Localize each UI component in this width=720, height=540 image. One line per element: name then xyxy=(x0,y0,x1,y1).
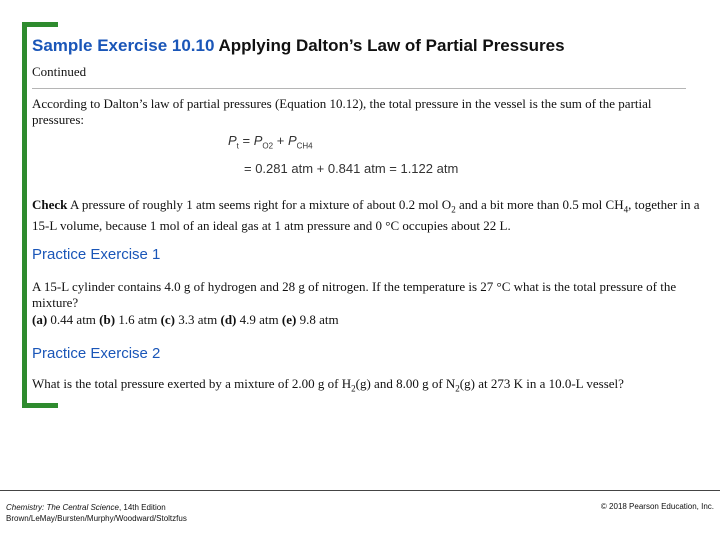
slide-title xyxy=(32,36,565,56)
intro-paragraph: According to Dalton’s law of partial pressures (Equation 10.12), the total pressure in the vessel is the sum of the partial pressures: xyxy=(32,96,652,127)
equation-line-2: = 0.281 atm + 0.841 atm = 1.122 atm xyxy=(244,161,459,176)
practice-2-title: Practice Exercise 2 xyxy=(32,345,161,362)
exercise-number: Sample Exercise 10.10 xyxy=(32,36,215,55)
copyright: © 2018 Pearson Education, Inc. xyxy=(600,502,714,511)
check-label: Check xyxy=(32,197,68,212)
book-title: Chemistry: The Central Science xyxy=(6,503,119,512)
practice-1-options: (a) 0.44 atm (b) 1.6 atm (c) 3.3 atm (d) 4.9 atm (e) 9.8 atm xyxy=(32,312,339,327)
exercise-title: Applying Dalton’s Law of Partial Pressures xyxy=(218,36,565,55)
footer-citation: Chemistry: The Central Science, 14th Edition Brown/LeMay/Bursten/Murphy/Woodward/Stoltzfus xyxy=(6,503,187,523)
footer-divider xyxy=(0,490,720,491)
divider xyxy=(32,88,686,89)
practice-1-title: Practice Exercise 1 xyxy=(32,246,161,263)
check-paragraph: Check A pressure of roughly 1 atm seems right for a mixture of about 0.2 mol $O_2$ and a bit more than 0.5 mol $CH_4$, together in a 15-L volume, because 1 mol of an ideal gas at 1 atm pressure and 0 °C occupies about 22 L. xyxy=(32,197,700,233)
continued-label: Continued xyxy=(32,64,87,79)
equation-line-1: $P_t = P_{O2} + P_{CH4}$ xyxy=(228,133,313,151)
authors: Brown/LeMay/Bursten/Murphy/Woodward/Stoltzfus xyxy=(6,514,187,523)
practice-1-question: A 15-L cylinder contains 4.0 g of hydrogen and 28 g of nitrogen. If the temperature is 27 °C what is the total pressure of the mixture? xyxy=(32,279,677,310)
practice-2-question: What is the total pressure exerted by a mixture of 2.00 g of $H_2(g)$ and 8.00 g of $N_2(g)$ at 273 K in a 10.0-L vessel? xyxy=(32,376,624,394)
